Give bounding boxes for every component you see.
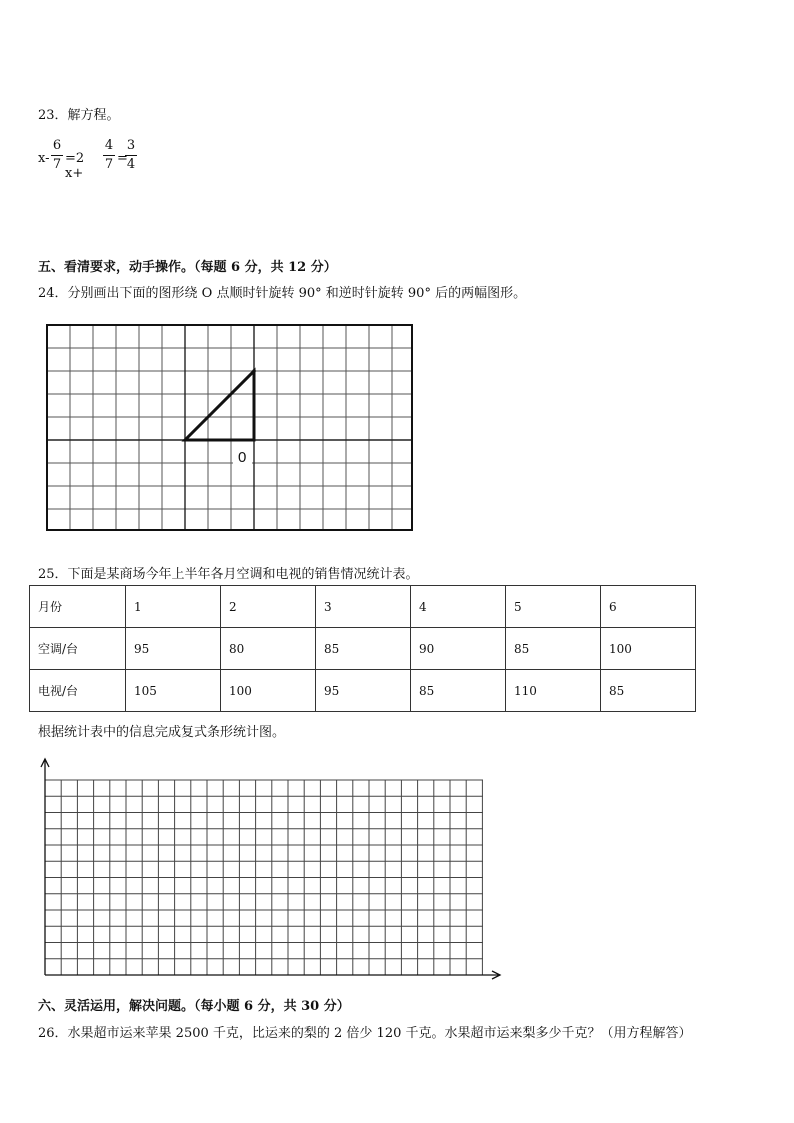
table-cell: 4 [411,586,506,628]
table-cell: 6 [601,586,696,628]
table-cell: 85 [601,670,696,712]
grid-lines [47,325,412,530]
table-cell: 85 [411,670,506,712]
table-cell: 月份 [30,586,126,628]
table-cell: 100 [221,670,316,712]
table-cell: 110 [506,670,601,712]
grid-axes [47,325,412,530]
table-cell: 95 [126,628,221,670]
grid-border [47,325,412,530]
table-cell: 电视/台 [30,670,126,712]
table-cell: 1 [126,586,221,628]
table-cell: 105 [126,670,221,712]
table-cell: 95 [316,670,411,712]
sales-table [29,585,696,712]
chart-instruction: 根据统计表中的信息完成复式条形统计图。 [38,725,286,740]
equation-equals: = [117,151,128,166]
table-cell: 80 [221,628,316,670]
table-cell: 85 [316,628,411,670]
blank-chart-grid [36,755,506,985]
table-header-row [30,586,696,628]
equation-x: x- [38,151,50,166]
rotation-grid [45,323,415,533]
triangle-shape [185,371,254,440]
table-cell: 90 [411,628,506,670]
question-23-label: 23．解方程。 [38,108,120,123]
section-5-title: 五、看清要求，动手操作。（每题 6 分，共 12 分） [38,260,337,275]
table-cell: 3 [316,586,411,628]
table-cell: 85 [506,628,601,670]
question-25-text: 25．下面是某商场今年上半年各月空调和电视的销售情况统计表。 [38,567,419,582]
section-6-title: 六、灵活运用，解决问题。（每小题 6 分，共 30 分） [38,999,350,1014]
point-o-label: 0 [238,449,247,466]
question-26-text: 26．水果超市运来苹果 2500 千克，比运来的梨的 2 倍少 120 千克。水果超市运来梨多少千克？（用方程解答） [38,1026,692,1041]
table-row [30,628,696,670]
fraction-four-sevenths: 4 7 [104,138,114,172]
table-cell: 2 [221,586,316,628]
question-24-text: 24．分别画出下面的图形绕 O 点顺时针旋转 90° 和逆时针旋转 90° 后的两幅图形。 [38,286,527,301]
table-row [30,670,696,712]
fraction-six-sevenths: 6 7 [52,138,62,172]
table-cell: 100 [601,628,696,670]
fraction-three-quarters: 3 4 [126,138,136,172]
table-cell: 5 [506,586,601,628]
chart-grid-lines [45,780,483,975]
table-cell: 空调/台 [30,628,126,670]
equation-middle: =2 x+ [65,151,85,181]
